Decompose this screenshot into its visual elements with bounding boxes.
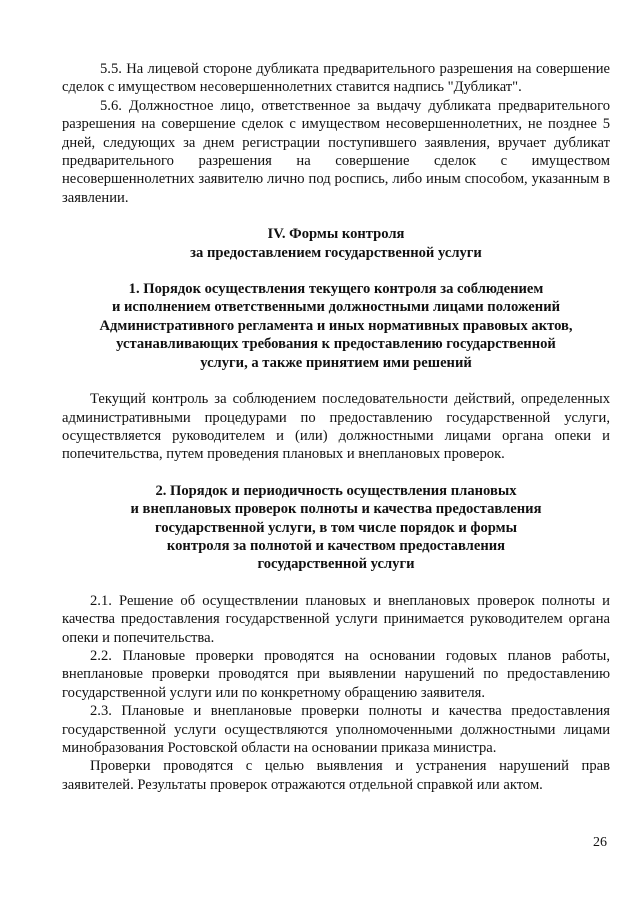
page-number: 26 <box>593 835 607 850</box>
subsection-1-line-4: устанавливающих требования к предоставлению государственной <box>116 336 556 353</box>
subsection-1-line-2: и исполнением ответственными должностными лицами положений <box>111 299 561 316</box>
subsection-2-line-4: контроля за полнотой и качеством предоставления <box>166 537 506 554</box>
section-iv-heading <box>62 225 610 262</box>
subsection-1-line-1: 1. Порядок осуществления текущего контроля за соблюдением <box>128 281 544 298</box>
paragraph-2-3: 2.3. Плановые и внеплановые проверки полноты и качества предоставления государственной услуги осуществляются уполномоченными должностными лицами минобразования Ростовской области на основании приказа министра. <box>62 703 610 756</box>
subsection-2-line-5: государственной услуги <box>257 556 415 573</box>
subsection-2-line-3: государственной услуги, в том числе порядок и формы <box>154 519 517 536</box>
paragraph-5-5: 5.5. На лицевой стороне дубликата предварительного разрешения на совершение сделок с имуществом несовершеннолетних ставится надпись "Дубликат". <box>62 61 610 96</box>
subsection-1-line-5: услуги, а также принятием ими решений <box>200 354 472 371</box>
paragraph-checks: Проверки проводятся с целью выявления и устранения нарушений прав заявителей. Результаты проверок отражаются отдельной справкой или актом. <box>62 758 610 793</box>
page-content <box>62 60 610 794</box>
subsection-2-line-2: и внеплановых проверок полноты и качества предоставления <box>130 501 542 518</box>
subsection-2-heading <box>62 482 610 574</box>
section-iv-title: IV. Формы контроля <box>267 226 405 243</box>
subsection-1-line-3: Административного регламента и иных нормативных правовых актов, <box>99 317 573 334</box>
section-iv-subtitle: за предоставлением государственной услуги <box>190 244 482 261</box>
subsection-1-heading <box>62 280 610 372</box>
paragraph-current-control: Текущий контроль за соблюдением последовательности действий, определенных административными процедурами по предоставлению государственной услуги, осуществляется руководителем и (или) должностными лицами органа опеки и попечительства, путем проведения плановых и внеплановых проверок. <box>62 391 610 463</box>
paragraph-5-6: 5.6. Должностное лицо, ответственное за выдачу дубликата предварительного разрешения на совершение сделок с имуществом несовершеннолетних, не позднее 5 дней, следующих за днем регистрации поступившего заявления, вручает дубликат предварительного разрешения на совершение сделок с имуществом несовершеннолетних заявителю лично под роспись, либо иным способом, указанным в заявлении. <box>62 97 610 206</box>
paragraph-2-2: 2.2. Плановые проверки проводятся на основании годовых планов работы, внеплановые проверки проводятся при выявлении нарушений по предоставлению государственной услуги или по конкретному обращению заявителя. <box>62 647 610 701</box>
paragraph-2-1: 2.1. Решение об осуществлении плановых и внеплановых проверок полноты и качества предоставления государственной услуги принимается руководителем органа опеки и попечительства. <box>62 592 610 646</box>
subsection-2-line-1: 2. Порядок и периодичность осуществления плановых <box>155 482 517 499</box>
